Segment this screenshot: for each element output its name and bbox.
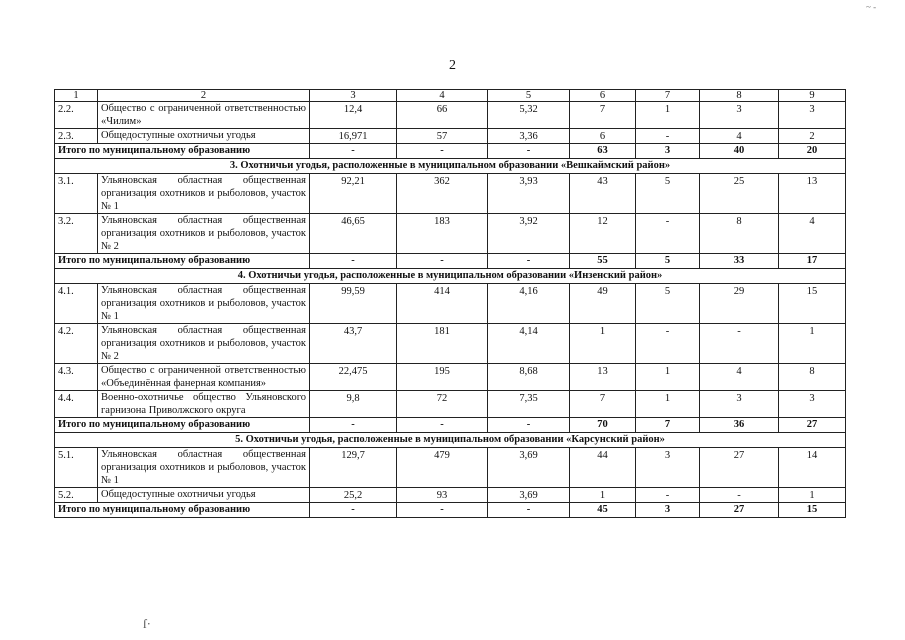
total-value-c6: 55: [570, 254, 636, 269]
value-cell-c9: 1: [779, 488, 846, 503]
row-number: 2.2.: [55, 102, 98, 129]
total-value-c4: -: [397, 503, 488, 518]
total-value-c8: 36: [700, 418, 779, 433]
user-name: Ульяновская областная общественная организация охотников и рыболовов, участок № 1: [98, 284, 310, 324]
value-cell-c7: 3: [636, 448, 700, 488]
value-cell-c5: 7,35: [488, 391, 570, 418]
page-number: 2: [449, 58, 456, 73]
user-name: Военно-охотничье общество Ульяновского гарнизона Приволжского округа: [98, 391, 310, 418]
value-cell-c7: 5: [636, 284, 700, 324]
section-title: 4. Охотничьи угодья, расположенные в муниципальном образовании «Инзенский район»: [55, 269, 846, 284]
value-cell-c7: 1: [636, 364, 700, 391]
value-cell-c9: 13: [779, 174, 846, 214]
table-row: [55, 284, 846, 324]
value-cell-c7: -: [636, 324, 700, 364]
table-row: [55, 324, 846, 364]
total-label: Итого по муниципальному образованию: [55, 144, 310, 159]
value-cell-c4: 72: [397, 391, 488, 418]
total-row: [55, 418, 846, 433]
column-number: 8: [700, 90, 779, 102]
value-cell-c6: 13: [570, 364, 636, 391]
value-cell-c9: 14: [779, 448, 846, 488]
total-value-c3: -: [310, 254, 397, 269]
value-cell-c3: 92,21: [310, 174, 397, 214]
user-name: Общество с ограниченной ответственностью «Объединённая фанерная компания»: [98, 364, 310, 391]
value-cell-c5: 3,36: [488, 129, 570, 144]
column-number: 7: [636, 90, 700, 102]
value-cell-c3: 12,4: [310, 102, 397, 129]
table-row: [55, 214, 846, 254]
value-cell-c5: 5,32: [488, 102, 570, 129]
value-cell-c7: -: [636, 488, 700, 503]
row-number: 4.3.: [55, 364, 98, 391]
total-value-c4: -: [397, 254, 488, 269]
column-number: 2: [98, 90, 310, 102]
table-row: [55, 364, 846, 391]
value-cell-c7: 1: [636, 391, 700, 418]
value-cell-c9: 4: [779, 214, 846, 254]
value-cell-c3: 99,59: [310, 284, 397, 324]
value-cell-c7: -: [636, 129, 700, 144]
total-value-c7: 3: [636, 144, 700, 159]
table-row: [55, 391, 846, 418]
table-body: [55, 90, 846, 518]
value-cell-c9: 15: [779, 284, 846, 324]
total-label: Итого по муниципальному образованию: [55, 418, 310, 433]
table-row: [55, 448, 846, 488]
value-cell-c3: 9,8: [310, 391, 397, 418]
user-name: Общедоступные охотничьи угодья: [98, 488, 310, 503]
row-number: 5.2.: [55, 488, 98, 503]
column-number: 5: [488, 90, 570, 102]
value-cell-c4: 183: [397, 214, 488, 254]
total-label: Итого по муниципальному образованию: [55, 254, 310, 269]
value-cell-c4: 181: [397, 324, 488, 364]
value-cell-c5: 8,68: [488, 364, 570, 391]
user-name: Общество с ограниченной ответственностью «Чилим»: [98, 102, 310, 129]
user-name: Общедоступные охотничьи угодья: [98, 129, 310, 144]
table-row: [55, 174, 846, 214]
hunting-grounds-table: [54, 89, 846, 518]
total-value-c6: 70: [570, 418, 636, 433]
value-cell-c3: 43,7: [310, 324, 397, 364]
value-cell-c7: -: [636, 214, 700, 254]
total-row: [55, 503, 846, 518]
value-cell-c3: 22,475: [310, 364, 397, 391]
value-cell-c4: 362: [397, 174, 488, 214]
value-cell-c5: 3,69: [488, 448, 570, 488]
total-value-c7: 3: [636, 503, 700, 518]
total-row: [55, 144, 846, 159]
total-value-c6: 45: [570, 503, 636, 518]
value-cell-c9: 3: [779, 391, 846, 418]
value-cell-c4: 57: [397, 129, 488, 144]
total-value-c5: -: [488, 144, 570, 159]
value-cell-c3: 46,65: [310, 214, 397, 254]
value-cell-c7: 5: [636, 174, 700, 214]
section-title-row: [55, 269, 846, 284]
column-number: 1: [55, 90, 98, 102]
row-number: 2.3.: [55, 129, 98, 144]
total-value-c3: -: [310, 418, 397, 433]
value-cell-c6: 1: [570, 324, 636, 364]
value-cell-c5: 3,69: [488, 488, 570, 503]
value-cell-c8: 3: [700, 391, 779, 418]
total-value-c8: 40: [700, 144, 779, 159]
total-value-c7: 5: [636, 254, 700, 269]
row-number: 4.2.: [55, 324, 98, 364]
value-cell-c8: 25: [700, 174, 779, 214]
value-cell-c4: 195: [397, 364, 488, 391]
column-number: 4: [397, 90, 488, 102]
value-cell-c5: 4,16: [488, 284, 570, 324]
total-value-c7: 7: [636, 418, 700, 433]
value-cell-c9: 3: [779, 102, 846, 129]
pen-mark: ſ·: [143, 616, 151, 631]
value-cell-c8: -: [700, 488, 779, 503]
section-title: 3. Охотничьи угодья, расположенные в муниципальном образовании «Вешкаймский район»: [55, 159, 846, 174]
section-title-row: [55, 159, 846, 174]
value-cell-c6: 43: [570, 174, 636, 214]
value-cell-c4: 66: [397, 102, 488, 129]
value-cell-c8: 8: [700, 214, 779, 254]
table-row: [55, 488, 846, 503]
corner-mark: ~ -: [866, 2, 877, 12]
value-cell-c8: 3: [700, 102, 779, 129]
total-value-c9: 15: [779, 503, 846, 518]
total-value-c5: -: [488, 418, 570, 433]
value-cell-c6: 7: [570, 391, 636, 418]
total-value-c4: -: [397, 144, 488, 159]
value-cell-c8: -: [700, 324, 779, 364]
value-cell-c8: 4: [700, 129, 779, 144]
total-value-c8: 33: [700, 254, 779, 269]
total-label: Итого по муниципальному образованию: [55, 503, 310, 518]
row-number: 3.1.: [55, 174, 98, 214]
total-value-c4: -: [397, 418, 488, 433]
total-value-c3: -: [310, 144, 397, 159]
value-cell-c3: 129,7: [310, 448, 397, 488]
total-row: [55, 254, 846, 269]
value-cell-c5: 3,93: [488, 174, 570, 214]
value-cell-c8: 27: [700, 448, 779, 488]
value-cell-c7: 1: [636, 102, 700, 129]
value-cell-c9: 8: [779, 364, 846, 391]
value-cell-c8: 4: [700, 364, 779, 391]
row-number: 3.2.: [55, 214, 98, 254]
value-cell-c4: 93: [397, 488, 488, 503]
column-number: 3: [310, 90, 397, 102]
value-cell-c6: 12: [570, 214, 636, 254]
value-cell-c5: 3,92: [488, 214, 570, 254]
value-cell-c3: 25,2: [310, 488, 397, 503]
value-cell-c6: 44: [570, 448, 636, 488]
value-cell-c6: 6: [570, 129, 636, 144]
value-cell-c9: 2: [779, 129, 846, 144]
value-cell-c4: 479: [397, 448, 488, 488]
value-cell-c6: 49: [570, 284, 636, 324]
total-value-c8: 27: [700, 503, 779, 518]
total-value-c9: 17: [779, 254, 846, 269]
value-cell-c6: 7: [570, 102, 636, 129]
total-value-c5: -: [488, 254, 570, 269]
user-name: Ульяновская областная общественная организация охотников и рыболовов, участок № 2: [98, 214, 310, 254]
value-cell-c9: 1: [779, 324, 846, 364]
total-value-c5: -: [488, 503, 570, 518]
total-value-c3: -: [310, 503, 397, 518]
row-number: 4.1.: [55, 284, 98, 324]
total-value-c9: 27: [779, 418, 846, 433]
value-cell-c6: 1: [570, 488, 636, 503]
value-cell-c3: 16,971: [310, 129, 397, 144]
value-cell-c8: 29: [700, 284, 779, 324]
column-number: 6: [570, 90, 636, 102]
section-title: 5. Охотничьи угодья, расположенные в муниципальном образовании «Карсунский район»: [55, 433, 846, 448]
total-value-c9: 20: [779, 144, 846, 159]
row-number: 5.1.: [55, 448, 98, 488]
row-number: 4.4.: [55, 391, 98, 418]
value-cell-c4: 414: [397, 284, 488, 324]
user-name: Ульяновская областная общественная организация охотников и рыболовов, участок № 1: [98, 174, 310, 214]
value-cell-c5: 4,14: [488, 324, 570, 364]
column-number-row: [55, 90, 846, 102]
user-name: Ульяновская областная общественная организация охотников и рыболовов, участок № 2: [98, 324, 310, 364]
table-row: [55, 102, 846, 129]
column-number: 9: [779, 90, 846, 102]
table-row: [55, 129, 846, 144]
user-name: Ульяновская областная общественная организация охотников и рыболовов, участок № 1: [98, 448, 310, 488]
total-value-c6: 63: [570, 144, 636, 159]
section-title-row: [55, 433, 846, 448]
